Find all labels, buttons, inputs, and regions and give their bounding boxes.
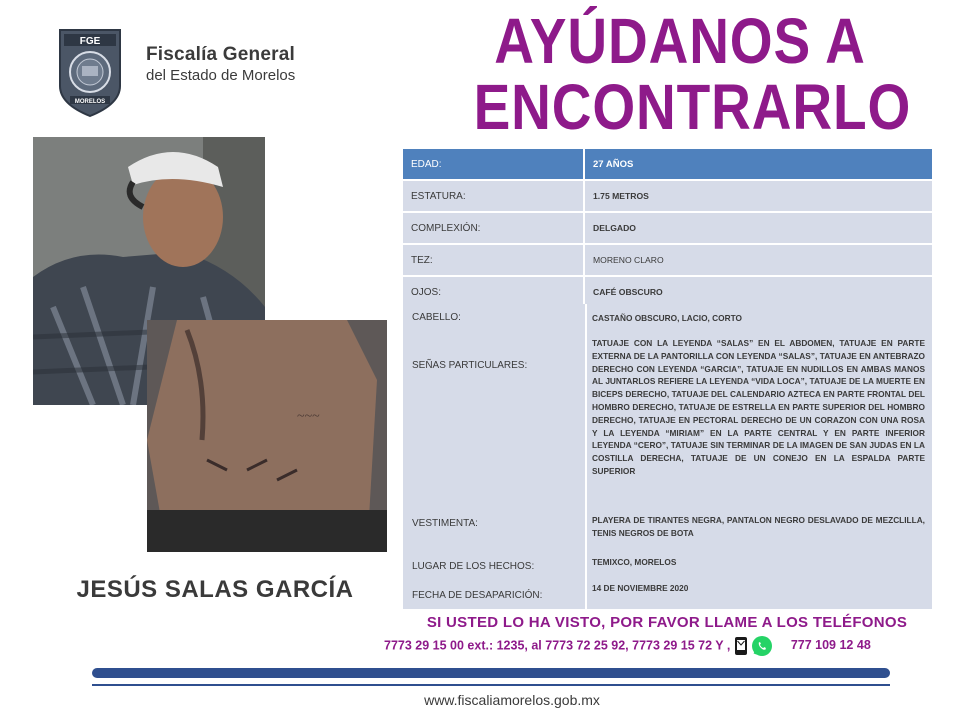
divider-thick — [92, 668, 890, 678]
row-ojos — [403, 277, 932, 307]
whatsapp-number: 777 109 12 48 — [790, 638, 871, 653]
vestimenta-label: VESTIMENTA: — [412, 518, 478, 529]
phone-numbers: 7773 29 15 00 ext.: 1235, al 7773 72 25 92, 7773 29 15 72 Y , — [384, 638, 731, 653]
fecha-value: 14 DE NOVIEMBRE 2020 — [592, 583, 689, 593]
complexion-value: DELGADO — [585, 213, 932, 243]
org-subtitle: del Estado de Morelos — [146, 67, 296, 84]
missing-person-name: JESÚS SALAS GARCÍA — [76, 576, 354, 603]
lugar-label: LUGAR DE LOS HECHOS: — [412, 561, 535, 572]
row-edad — [403, 149, 932, 179]
details-table — [401, 147, 934, 309]
senas-label: SEÑAS PARTICULARES: — [412, 360, 528, 371]
row-complexion — [403, 213, 932, 243]
complexion-label: COMPLEXIÓN: — [403, 213, 583, 243]
row-estatura — [403, 181, 932, 211]
senas-value: TATUAJE CON LA LEYENDA “SALAS” EN EL ABDOMEN, TATUAJE EN PARTE EXTERNA DE LA PANTORILLA CON LEYENDA “SALAS”, TATUAJE EN ANTEBRAZO DERECHO CON LEYENDA “GARCIA”, TATUAJE EN NUDILLOS EN AMBAS MANOS AL JUNTARLOS REFIERE LA LEYENDA “VIDA LOCA”, TATUAJE DE LA MUERTE EN BICEPS DERECHO, TATUAJE DEL CALENDARIO AZTECA EN PARTE FRONTAL DEL HOMBRO DERECHO, TATUAJE DE ESTRELLA EN PARTE SUPERIOR DEL HOMBRO DERECHO, TATUAJE EN PECTORAL DERECHO DE UN CORAZON CON UNA ROSA Y LA LEYENDA “MIRIAM” EN LA PARTE CENTRAL Y EN PARTE INFERIOR LEYENDA “CERO”, TATUAJE SIN TERMINAR DE LA IMAGEN DE SAN JUDAS EN LA COSTILLA DERECHA, TATUAJE DE UN CONEJO EN LA ESPALDA PARTE SUPERIOR — [592, 338, 925, 476]
logo-morelos-text: MORELOS — [74, 99, 106, 105]
edad-label: EDAD: — [403, 149, 583, 179]
cabello-label: CABELLO: — [412, 312, 461, 323]
phone-message-icon — [734, 636, 748, 656]
fge-badge-logo — [54, 26, 126, 118]
estatura-value: 1.75 METROS — [585, 181, 932, 211]
edad-value: 27 AÑOS — [585, 149, 932, 179]
headline-line-2: ENCONTRARLO — [473, 71, 912, 143]
cta-heading: SI USTED LO HA VISTO, POR FAVOR LLAME A LOS TELÉFONOS — [426, 614, 908, 631]
details-large-cell — [403, 304, 932, 609]
website-link[interactable]: www.fiscaliamorelos.gob.mx — [424, 692, 600, 708]
whatsapp-icon — [751, 635, 773, 657]
cta-phones — [384, 635, 954, 657]
divider-thin — [92, 684, 890, 686]
tez-label: TEZ: — [403, 245, 583, 275]
ojos-label: OJOS: — [403, 277, 583, 307]
ojos-value: CAFÉ OBSCURO — [585, 277, 932, 307]
tez-value: MORENO CLARO — [585, 245, 932, 275]
vestimenta-value: PLAYERA DE TIRANTES NEGRA, PANTALON NEGRO DESLAVADO DE MEZCLILLA, TENIS NEGROS DE BOTA — [592, 515, 925, 538]
headline — [473, 5, 912, 143]
cabello-value: CASTAÑO OBSCURO, LACIO, CORTO — [592, 313, 742, 323]
row-tez — [403, 245, 932, 275]
fecha-label: FECHA DE DESAPARICIÓN: — [412, 590, 543, 601]
headline-line-1: AYÚDANOS A — [494, 5, 866, 77]
tattoo-photo — [147, 320, 387, 552]
lugar-value: TEMIXCO, MORELOS — [592, 557, 677, 567]
logo-fge-text: FGE — [79, 36, 101, 47]
svg-text:~~~: ~~~ — [297, 409, 320, 424]
estatura-label: ESTATURA: — [403, 181, 583, 211]
org-name: Fiscalía General — [146, 44, 295, 65]
